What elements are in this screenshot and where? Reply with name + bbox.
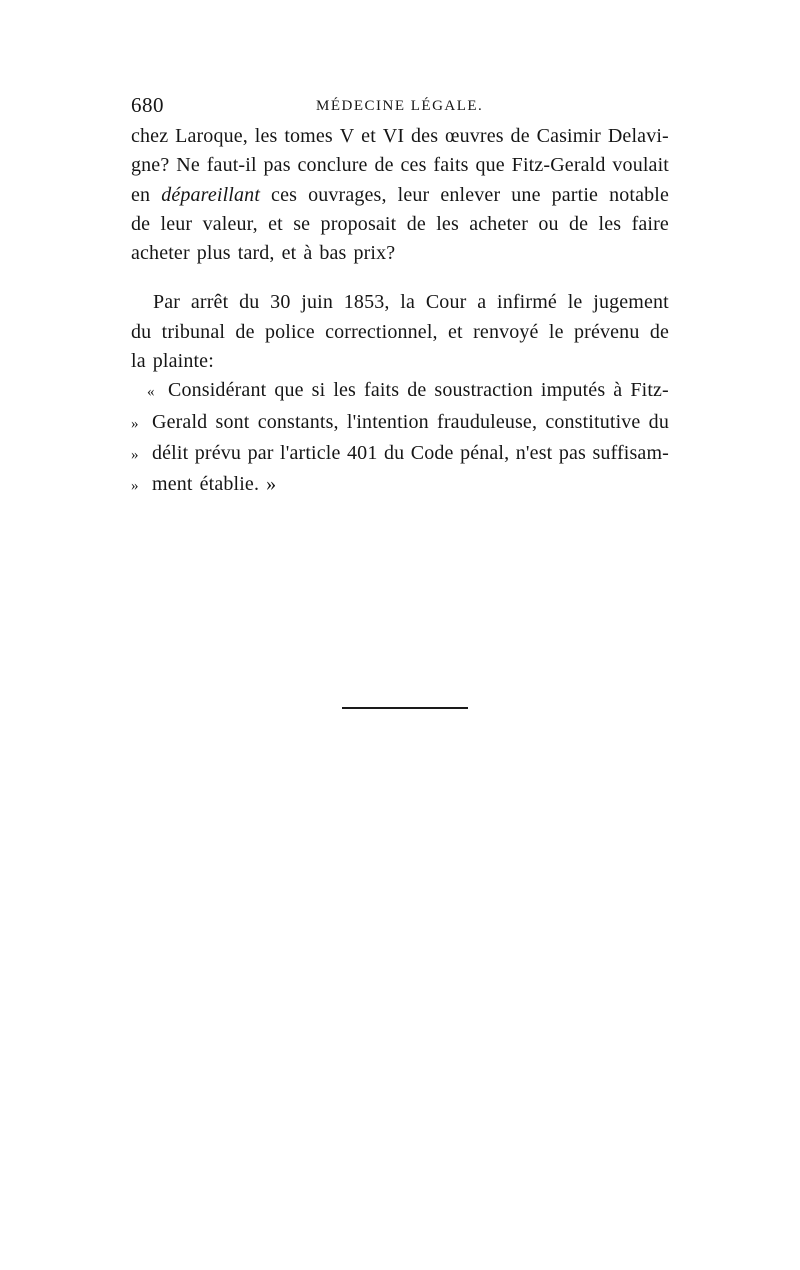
word: ment bbox=[152, 473, 193, 496]
word: 30 bbox=[270, 291, 291, 314]
text-line bbox=[131, 239, 669, 268]
word: les bbox=[436, 212, 459, 235]
word: correctionnel, bbox=[325, 320, 438, 343]
text-line bbox=[131, 288, 669, 317]
word: la bbox=[400, 291, 416, 314]
word: l'article bbox=[280, 441, 341, 464]
paragraph-gap bbox=[131, 268, 669, 288]
word: se bbox=[293, 212, 311, 235]
word: ouvrages, bbox=[308, 183, 387, 206]
guillemet: « bbox=[147, 384, 155, 401]
word: infirmé bbox=[497, 291, 557, 314]
word: une bbox=[511, 183, 541, 206]
word: du bbox=[383, 441, 405, 464]
word: acheter bbox=[469, 212, 529, 235]
word: V bbox=[339, 125, 355, 147]
word: soustraction bbox=[434, 379, 533, 402]
text-line bbox=[131, 122, 669, 151]
word: que bbox=[475, 154, 505, 177]
word: conclure bbox=[297, 154, 368, 177]
word: Laroque, bbox=[175, 125, 248, 147]
guillemet: » bbox=[131, 446, 139, 463]
word: de bbox=[374, 154, 394, 177]
word: gne? bbox=[131, 154, 170, 177]
word: à bbox=[303, 242, 313, 265]
word: par bbox=[247, 441, 274, 464]
quote-line bbox=[131, 439, 669, 470]
word: acheter bbox=[131, 242, 190, 265]
word: le bbox=[548, 320, 564, 343]
word: leur bbox=[160, 212, 193, 235]
quote-continuation bbox=[131, 439, 188, 470]
quote-continuation bbox=[131, 408, 207, 439]
word: prix? bbox=[353, 242, 396, 265]
word: pas bbox=[263, 154, 291, 177]
word: notable bbox=[609, 183, 669, 206]
word: et bbox=[281, 242, 297, 265]
word: imputés bbox=[540, 379, 606, 402]
word: Considérant bbox=[168, 379, 267, 402]
word: n'est bbox=[515, 441, 553, 464]
word: les bbox=[254, 125, 278, 147]
word: plus bbox=[196, 242, 231, 265]
word: faire bbox=[631, 212, 669, 235]
word: a bbox=[477, 291, 487, 314]
text-line bbox=[131, 318, 669, 347]
word: de bbox=[235, 320, 255, 343]
quote-line bbox=[131, 376, 669, 407]
word: voulait bbox=[612, 154, 669, 177]
word: police bbox=[264, 320, 315, 343]
word: et bbox=[448, 320, 463, 343]
word: Fitz-Gerald bbox=[511, 154, 606, 177]
word: Gerald bbox=[152, 410, 208, 433]
word: faut-il bbox=[206, 154, 257, 177]
word: ces bbox=[400, 154, 427, 177]
word: de bbox=[407, 379, 427, 402]
word: plainte: bbox=[152, 350, 214, 373]
running-head bbox=[131, 92, 669, 122]
guillemet: » bbox=[131, 478, 139, 495]
word: de bbox=[649, 320, 669, 343]
quote-close-mark: » bbox=[266, 473, 277, 496]
word: partie bbox=[551, 183, 599, 206]
word: jugement bbox=[593, 291, 669, 314]
word: que bbox=[274, 379, 304, 402]
end-rule bbox=[342, 707, 468, 709]
quote-line bbox=[131, 470, 669, 501]
word: et bbox=[268, 212, 283, 235]
word: renvoyé bbox=[473, 320, 539, 343]
word: leur bbox=[397, 183, 430, 206]
word: tribunal bbox=[161, 320, 226, 343]
word: établie. bbox=[199, 473, 260, 496]
word: les bbox=[333, 379, 356, 402]
word: 401 bbox=[347, 441, 378, 464]
word: du bbox=[131, 320, 152, 343]
word: Cour bbox=[425, 291, 467, 314]
word: en bbox=[131, 183, 151, 206]
page-number: 680 bbox=[131, 93, 164, 117]
word: du bbox=[648, 410, 669, 433]
word: faits bbox=[364, 379, 400, 402]
word: Ne bbox=[176, 154, 200, 177]
book-page bbox=[131, 92, 669, 502]
word: les bbox=[598, 212, 622, 235]
guillemet: » bbox=[131, 415, 139, 432]
text-line bbox=[131, 347, 669, 376]
word: de bbox=[569, 212, 589, 235]
word: constitutive bbox=[545, 410, 641, 433]
word: Casimir bbox=[536, 125, 601, 147]
word: enlever bbox=[440, 183, 501, 206]
word: constants, bbox=[257, 410, 339, 433]
word: ces bbox=[271, 183, 298, 206]
quote-line bbox=[131, 408, 669, 439]
italic-word: dépareillant bbox=[161, 183, 261, 206]
word: du bbox=[239, 291, 260, 314]
word: chez bbox=[131, 125, 169, 147]
word: des bbox=[411, 125, 439, 147]
word: frauduleuse, bbox=[437, 410, 538, 433]
word: de bbox=[406, 212, 426, 235]
word: ou bbox=[538, 212, 559, 235]
word: sont bbox=[215, 410, 250, 433]
word: suffisam- bbox=[592, 441, 669, 464]
word: œuvres bbox=[445, 125, 504, 147]
word: pénal, bbox=[460, 441, 510, 464]
word: de bbox=[510, 125, 530, 147]
word: délit bbox=[152, 441, 189, 464]
word: valeur, bbox=[202, 212, 258, 235]
running-title: MÉDECINE LÉGALE. bbox=[316, 98, 484, 114]
word: la bbox=[131, 350, 146, 373]
quote-continuation bbox=[131, 470, 193, 501]
text-line bbox=[131, 181, 669, 210]
word: Par bbox=[153, 291, 181, 314]
word: si bbox=[311, 379, 326, 402]
word: faits bbox=[433, 154, 469, 177]
quote-open-mark bbox=[147, 376, 266, 407]
word: arrêt bbox=[190, 291, 229, 314]
word: l'intention bbox=[346, 410, 429, 433]
text-line bbox=[131, 210, 669, 239]
word: le bbox=[567, 291, 583, 314]
word: 1853, bbox=[343, 291, 390, 314]
body-text bbox=[131, 122, 669, 502]
word: prévu bbox=[194, 441, 242, 464]
word: Fitz- bbox=[630, 379, 669, 402]
word: tard, bbox=[237, 242, 275, 265]
word: Code bbox=[410, 441, 454, 464]
word: Delavi- bbox=[607, 125, 669, 147]
word: bas bbox=[319, 242, 347, 265]
word: de bbox=[131, 212, 151, 235]
word: tomes bbox=[284, 125, 333, 147]
text-line bbox=[131, 151, 669, 180]
word: juin bbox=[301, 291, 333, 314]
word: prévenu bbox=[574, 320, 640, 343]
word: proposait bbox=[320, 212, 397, 235]
word: à bbox=[613, 379, 623, 402]
word: VI bbox=[382, 125, 405, 147]
word: et bbox=[361, 125, 376, 147]
word: pas bbox=[558, 441, 586, 464]
